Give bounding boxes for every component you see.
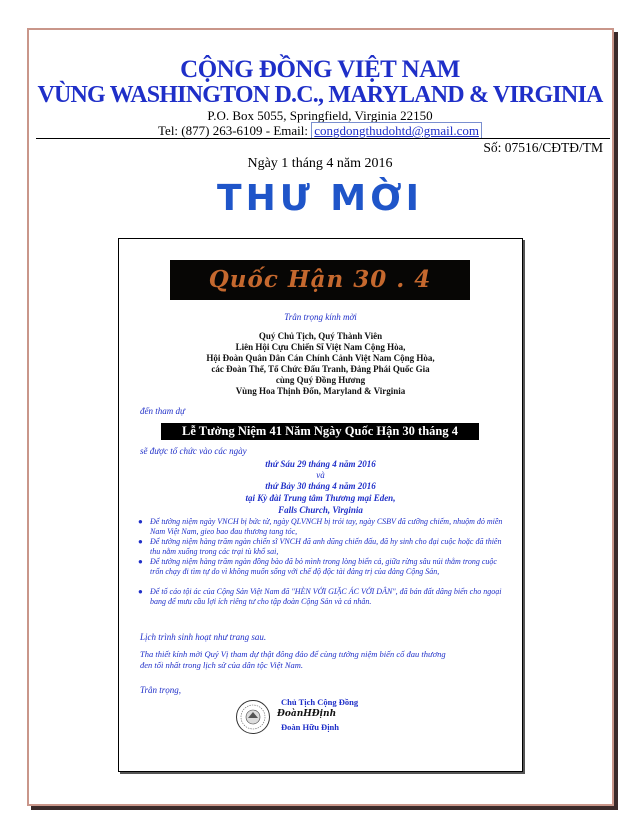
quoc-han-banner: Quốc Hận 30 . 4 xyxy=(170,260,470,300)
greeting: Trân trọng kính mời xyxy=(284,312,357,322)
invitee-line: các Đoàn Thể, Tổ Chức Đấu Tranh, Đảng Phái Quốc Gia xyxy=(211,364,430,374)
and-label: và xyxy=(316,470,325,480)
invitee-line: Hội Đoàn Quân Dân Cán Chính Cảnh Việt Nam Cộng Hòa, xyxy=(206,353,435,363)
bullet-dot-icon: ● xyxy=(138,557,143,566)
org-name-line1: CỘNG ĐỒNG VIỆT NAM xyxy=(180,56,460,83)
event-date-1: thứ Sáu 29 tháng 4 năm 2016 xyxy=(265,459,376,469)
header-divider xyxy=(36,138,610,139)
document-title: THƯ MỜI xyxy=(217,178,423,219)
community-seal-icon xyxy=(235,699,271,735)
phone-label: Tel: (877) 263-6109 - Email: xyxy=(158,123,312,138)
bullet-dot-icon: ● xyxy=(138,517,143,526)
bullet-item: ● Để tố cáo tội ác của Cộng Sản Việt Nam đã "HÈN VỚI GIẶC ÁC VỚI DÂN", đã bán đất dâng biển cho ngoại bang để mưu cầu lợi ích riêng tư cho tập đoàn Cộng Sản và cá nhân. xyxy=(138,587,502,606)
invitee-line: Vùng Hoa Thịnh Đốn, Maryland & Virginia xyxy=(235,386,406,396)
invitee-line: Quý Chủ Tịch, Quý Thành Viên xyxy=(258,331,383,341)
event-title: Lễ Tưởng Niệm 41 Năm Ngày Quốc Hận 30 tháng 4 xyxy=(161,423,479,440)
closing-paragraph-1: Tha thiết kính mời Quý Vị tham dự thật đông đảo để cùng tưởng niệm biến cố đau thương xyxy=(140,649,446,659)
bullet-item: ● Để tưởng niệm hàng trăm ngàn chiến sĩ VNCH đã anh dũng chiến đấu, đã hy sinh cho đại cuộc hoặc đã thiên thu nằm xuống trong các trại tù khổ sai, xyxy=(138,537,502,556)
contact-line xyxy=(0,123,640,139)
bullet-dot-icon: ● xyxy=(138,587,143,596)
reference-number: Số: 07516/CĐTĐ/TM xyxy=(483,140,603,155)
letter-date: Ngày 1 tháng 4 năm 2016 xyxy=(247,156,393,171)
signer-name: Đoàn Hữu Định xyxy=(281,722,340,732)
signer-title: Chủ Tịch Cộng Đồng xyxy=(281,697,359,707)
bullet-item: ● Để tưởng niệm hàng trăm ngàn đồng bào đã bỏ mình trong lòng biển cả, giữa rừng sâu núi thẳm trong cuộc trốn chạy đi tìm tự do vì không muốn sống với chế độ độc tài đảng trị của đảng Cộng Sản, xyxy=(138,557,497,576)
org-name-line2: VÙNG WASHINGTON D.C., MARYLAND & VIRGINIA xyxy=(37,82,603,108)
invitation-box xyxy=(118,238,523,772)
attend-label: đến tham dự xyxy=(140,406,185,416)
signature: ĐoànHĐịnh xyxy=(277,709,337,719)
regards: Trân trọng, xyxy=(140,685,182,695)
email-link[interactable]: congdongthudohtd@gmail.com xyxy=(311,122,482,139)
invitee-line: Liên Hội Cựu Chiến Sĩ Việt Nam Cộng Hòa, xyxy=(235,342,406,352)
po-box: P.O. Box 5055, Springfield, Virginia 22150 xyxy=(207,108,433,123)
closing-paragraph-2: đen tối nhất trong lịch sử của dân tộc Việt Nam. xyxy=(140,660,304,670)
event-date-2: thứ Bảy 30 tháng 4 năm 2016 xyxy=(265,481,376,491)
event-venue: tại Kỳ đài Trung tâm Thương mại Eden, xyxy=(245,493,396,503)
invitee-line: cùng Quý Đồng Hương xyxy=(275,375,366,385)
bullet-dot-icon: ● xyxy=(138,537,143,546)
bullet-item: ● Để tưởng niệm ngày VNCH bị bức tử, ngày QLVNCH bị trói tay, ngày CSBV đã cưỡng chiếm, nhuộm đỏ miền Nam Việt Nam, gieo bao đau thương tang tóc, xyxy=(138,517,503,536)
schedule-note: Lịch trình sinh hoạt như trang sau. xyxy=(140,632,267,642)
event-city: Falls Church, Virginia xyxy=(278,505,363,515)
held-on-label: sẽ được tổ chức vào các ngày xyxy=(140,446,247,456)
